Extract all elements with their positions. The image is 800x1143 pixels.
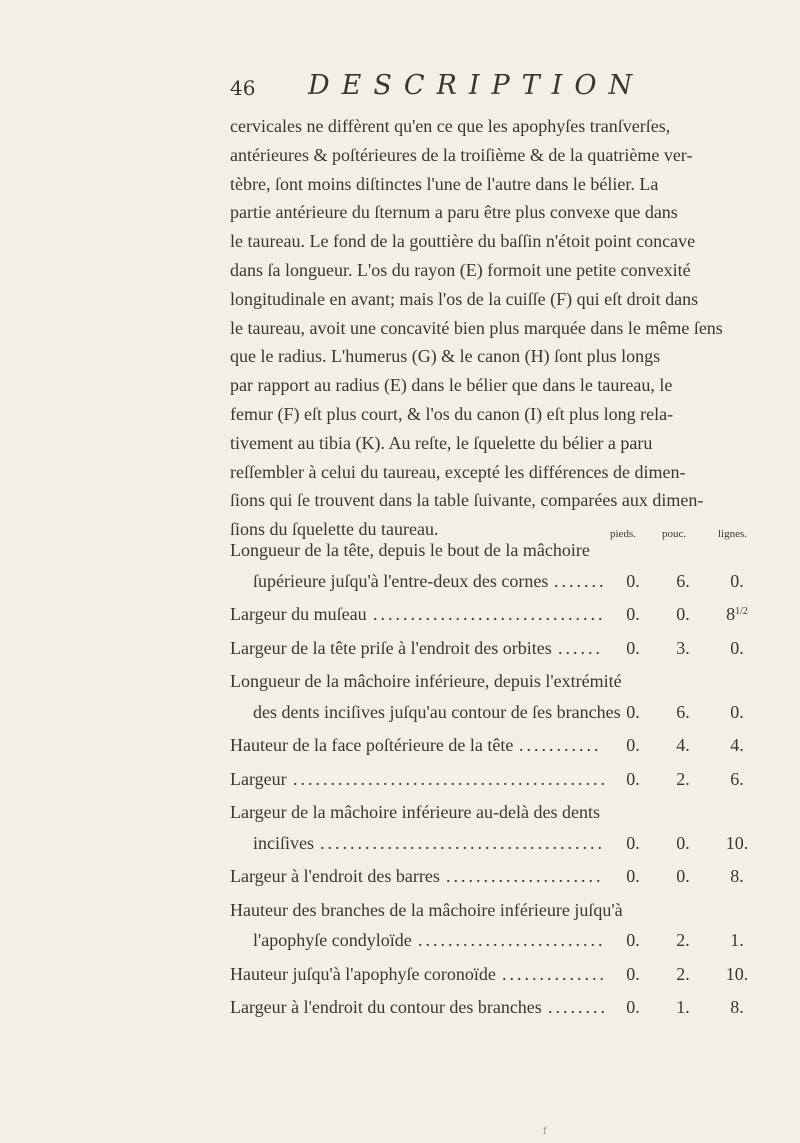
dot-leader: .........................	[418, 930, 606, 950]
cell-pouces-value: 0.	[676, 604, 690, 624]
cell-pieds	[618, 930, 648, 951]
cell-pouces	[668, 735, 698, 756]
cell-pouces-value: 0.	[676, 832, 690, 853]
row-label: Hauteur de la face poſtérieure de la tête	[230, 735, 514, 755]
dot-leader: ........	[548, 997, 608, 1017]
paragraph-line: reſſembler à celui du taureau, excepté les différences de dimen-	[230, 461, 686, 482]
cell-lignes	[722, 638, 752, 659]
paragraph-line: tèbre, ſont moins diſtinctes l'une de l'autre dans le bélier. La	[230, 173, 659, 194]
cell-pieds-value: 0.	[626, 768, 640, 789]
row-label: Largeur à l'endroit des barres	[230, 866, 440, 886]
cell-lignes-value: 6.	[730, 768, 744, 789]
row-label: Largeur du muſeau	[230, 604, 367, 624]
cell-pieds-value: 0.	[626, 832, 640, 853]
cell-pieds	[618, 702, 648, 723]
cell-lignes-value: 8.	[730, 866, 744, 886]
cell-pouces-value: 0.	[676, 866, 690, 886]
dot-leader: .......	[554, 570, 607, 591]
cell-pieds	[618, 833, 648, 854]
cell-pouces	[668, 702, 698, 723]
row-label: Longueur de la tête, depuis le bout de la mâchoire	[230, 540, 590, 560]
paragraph-line: femur (F) eſt plus court, & l'os du canon (I) eſt plus long rela-	[230, 403, 674, 424]
cell-pouces-value: 1.	[676, 997, 690, 1017]
cell-lignes	[722, 833, 752, 854]
body-paragraph	[230, 112, 742, 544]
dot-leader: ..............	[502, 963, 607, 984]
cell-pieds-value: 0.	[626, 866, 640, 886]
lignes-fraction: 1/2	[735, 606, 748, 617]
cell-pouces	[668, 866, 698, 887]
cell-lignes-value: 8	[726, 604, 736, 624]
cell-pieds-value: 0.	[626, 701, 640, 722]
row-label: inciſives	[253, 832, 314, 853]
cell-pieds-value: 0.	[626, 604, 640, 624]
cell-pouces-value: 6.	[676, 701, 690, 722]
dot-leader: ..........................................	[293, 768, 608, 789]
cell-pouces	[668, 930, 698, 951]
cell-pieds-value: 0.	[626, 930, 640, 950]
paragraph-line: ſions qui ſe trouvent dans la table ſuivante, comparées aux dimen-	[230, 490, 704, 511]
paragraph-line: partie antérieure du ſternum a paru être plus convexe que dans	[230, 202, 678, 223]
cell-lignes-value: 10.	[725, 832, 749, 853]
row-label: ſupérieure juſqu'à l'entre-deux des cornes	[253, 570, 549, 591]
cell-pieds	[618, 769, 648, 790]
paragraph-line: que le radius. L'humerus (G) & le canon (H) ſont plus longs	[230, 346, 661, 367]
cell-pouces-value: 3.	[676, 637, 690, 658]
dot-leader: .....................	[446, 866, 604, 886]
column-header-pouces: pouc.	[662, 528, 687, 540]
cell-lignes-value: 8.	[730, 997, 744, 1017]
cell-pieds	[618, 571, 648, 592]
column-header-pieds: pieds.	[610, 528, 636, 540]
cell-pieds-value: 0.	[626, 637, 640, 658]
footer-mark: f	[543, 1126, 547, 1137]
cell-pouces-value: 2.	[676, 768, 690, 789]
cell-pieds-value: 0.	[626, 735, 640, 755]
cell-pieds	[618, 866, 648, 887]
cell-pouces	[668, 769, 698, 790]
cell-lignes-value: 10.	[725, 963, 749, 984]
cell-lignes-value: 1.	[730, 930, 744, 950]
cell-lignes	[722, 604, 752, 625]
running-title: DESCRIPTION	[308, 70, 645, 101]
cell-lignes-value: 0.	[730, 570, 744, 591]
dot-leader: ...............................	[373, 604, 606, 624]
cell-lignes-value: 4.	[730, 735, 744, 755]
row-label: Hauteur des branches de la mâchoire inférieure juſqu'à	[230, 899, 623, 920]
cell-pieds	[618, 638, 648, 659]
cell-pieds	[618, 604, 648, 625]
paragraph-line: le taureau. Le fond de la gouttière du baſſin n'étoit point concave	[230, 231, 696, 252]
row-label: Longueur de la mâchoire inférieure, depuis l'extrémité	[230, 671, 622, 691]
cell-pouces	[668, 997, 698, 1018]
cell-pieds	[618, 964, 648, 985]
paragraph-line: par rapport au radius (E) dans le bélier que dans le taureau, le	[230, 375, 673, 396]
row-label: Hauteur juſqu'à l'apophyſe coronoïde	[230, 963, 496, 984]
cell-pieds-value: 0.	[626, 997, 640, 1017]
cell-lignes	[722, 735, 752, 756]
cell-lignes	[722, 930, 752, 951]
paragraph-line: tivement au tibia (K). Au reſte, le ſquelette du bélier a paru	[230, 432, 653, 453]
row-label: Largeur de la tête priſe à l'endroit des orbites	[230, 637, 552, 658]
paragraph-line: ſions du ſquelette du taureau.	[230, 519, 439, 540]
cell-pouces-value: 2.	[676, 930, 690, 950]
dot-leader: ......	[558, 637, 603, 658]
dot-leader: ...........	[519, 735, 602, 755]
row-label: Largeur à l'endroit du contour des branches	[230, 997, 542, 1017]
cell-lignes	[722, 964, 752, 985]
row-label: Largeur de la mâchoire inférieure au-delà des dents	[230, 802, 600, 822]
cell-pieds-value: 0.	[626, 570, 640, 591]
cell-pieds	[618, 997, 648, 1018]
cell-pieds-value: 0.	[626, 963, 640, 984]
cell-pieds	[618, 735, 648, 756]
row-label: l'apophyſe condyloïde	[253, 930, 412, 950]
dot-leader: ......................................	[320, 832, 605, 853]
paragraph-line: le taureau, avoit une concavité bien plus marquée dans le même ſens	[230, 317, 723, 338]
cell-pouces	[668, 638, 698, 659]
cell-lignes-value: 0.	[730, 701, 744, 722]
cell-lignes	[722, 571, 752, 592]
row-label: Largeur	[230, 768, 287, 789]
cell-pouces	[668, 964, 698, 985]
cell-pouces-value: 4.	[676, 735, 690, 755]
page-number: 46	[230, 76, 256, 100]
paragraph-line: dans ſa longueur. L'os du rayon (E) formoit une petite convexité	[230, 259, 691, 280]
cell-lignes	[722, 702, 752, 723]
cell-lignes-value: 0.	[730, 637, 744, 658]
cell-lignes	[722, 769, 752, 790]
cell-pouces	[668, 571, 698, 592]
row-label: des dents inciſives juſqu'au contour de ſes branches	[253, 701, 621, 722]
cell-pouces-value: 6.	[676, 570, 690, 591]
cell-pouces	[668, 833, 698, 854]
paragraph-line: longitudinale en avant; mais l'os de la cuiſſe (F) qui eſt droit dans	[230, 288, 699, 309]
cell-pouces	[668, 604, 698, 625]
paragraph-line: antérieures & poſtérieures de la troiſième & de la quatrième ver-	[230, 144, 693, 165]
page-header	[230, 70, 740, 110]
paragraph-line: cervicales ne diffèrent qu'en ce que les apophyſes tranſverſes,	[230, 116, 671, 136]
cell-lignes	[722, 866, 752, 887]
column-header-lignes: lignes.	[718, 528, 748, 540]
cell-pouces-value: 2.	[676, 963, 690, 984]
cell-lignes	[722, 997, 752, 1018]
